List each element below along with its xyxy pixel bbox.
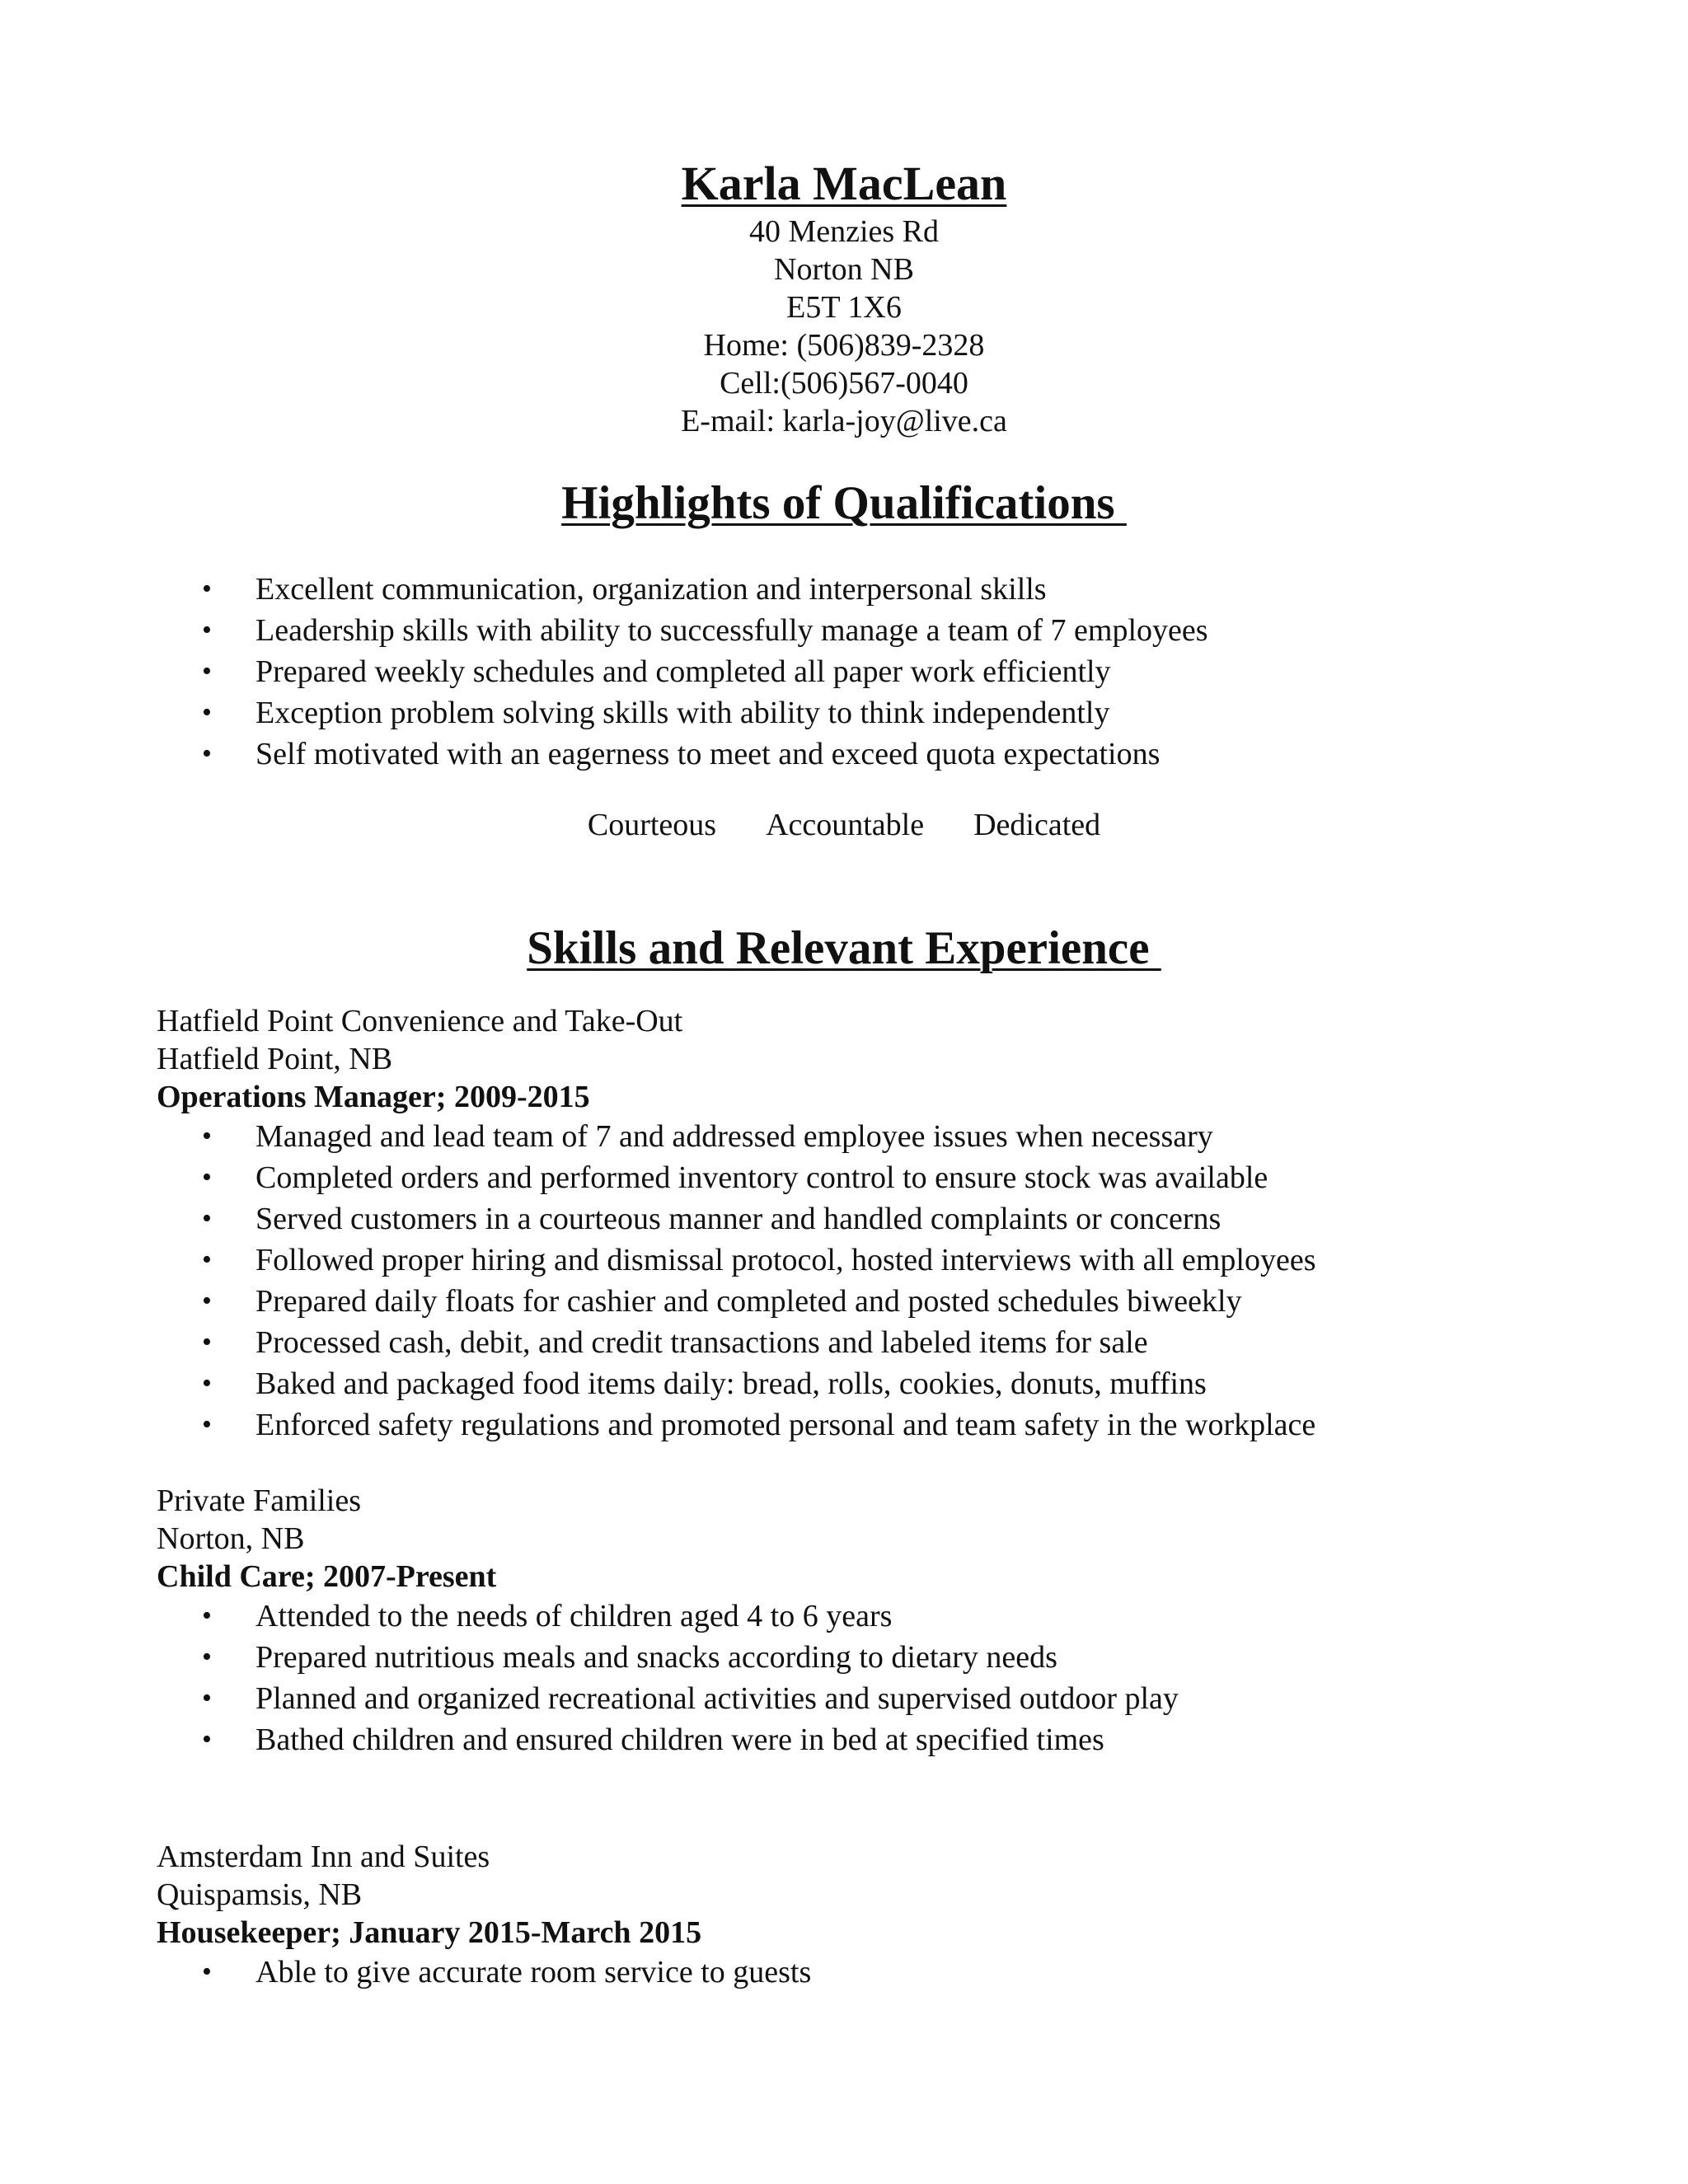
bullet-icon: • bbox=[202, 1409, 212, 1440]
list-item: • Exception problem solving skills with ability to think independently bbox=[202, 692, 1531, 733]
job-location: Norton, NB bbox=[157, 1521, 305, 1556]
employer: Amsterdam Inn and Suites bbox=[157, 1840, 490, 1874]
list-item: • Bathed children and ensured children were in bed at specified times bbox=[202, 1719, 1531, 1760]
home-phone: Home: (506)839-2328 bbox=[703, 328, 985, 363]
postal-code: E5T 1X6 bbox=[786, 290, 902, 325]
bullet-icon: • bbox=[202, 574, 212, 604]
bullet-icon: • bbox=[202, 1203, 212, 1234]
bullet-icon: • bbox=[202, 1683, 212, 1713]
highlights-list bbox=[157, 569, 1531, 775]
list-item: • Completed orders and performed inventory control to ensure stock was available bbox=[202, 1157, 1531, 1198]
list-item: • Served customers in a courteous manner and handled complaints or concerns bbox=[202, 1198, 1531, 1240]
highlights-title: Highlights of Qualifications bbox=[561, 477, 1127, 529]
duties-list bbox=[157, 1952, 1531, 1993]
trait: Dedicated bbox=[973, 808, 1101, 842]
employer: Private Families bbox=[157, 1483, 362, 1518]
job-entry bbox=[157, 1482, 1531, 1760]
job-entry bbox=[157, 1002, 1531, 1446]
bullet-icon: • bbox=[202, 1642, 212, 1672]
job-location: Quispamsis, NB bbox=[157, 1877, 363, 1912]
job-position: Operations Manager; 2009-2015 bbox=[157, 1080, 590, 1114]
bullet-icon: • bbox=[202, 1368, 212, 1399]
list-item: • Excellent communication, organization and interpersonal skills bbox=[202, 569, 1531, 610]
trait: Courteous bbox=[587, 808, 717, 842]
list-item: • Prepared weekly schedules and completed all paper work efficiently bbox=[202, 651, 1531, 692]
list-item: • Baked and packaged food items daily: bread, rolls, cookies, donuts, muffins bbox=[202, 1363, 1531, 1404]
bullet-icon: • bbox=[202, 1957, 212, 1987]
candidate-name: Karla MacLean bbox=[681, 157, 1007, 210]
job-position: Housekeeper; January 2015-March 2015 bbox=[157, 1915, 702, 1950]
traits-row bbox=[157, 806, 1531, 844]
bullet-icon: • bbox=[202, 738, 212, 769]
duties-list bbox=[157, 1116, 1531, 1446]
bullet-icon: • bbox=[202, 1601, 212, 1631]
list-item: • Self motivated with an eagerness to meet and exceed quota expectations bbox=[202, 733, 1531, 775]
list-item: • Able to give accurate room service to guests bbox=[202, 1952, 1531, 1993]
job-position: Child Care; 2007-Present bbox=[157, 1559, 497, 1594]
list-item: • Managed and lead team of 7 and addressed employee issues when necessary bbox=[202, 1116, 1531, 1157]
trait: Accountable bbox=[766, 808, 925, 842]
list-item: • Leadership skills with ability to successfully manage a team of 7 employees bbox=[202, 610, 1531, 651]
list-item: • Processed cash, debit, and credit transactions and labeled items for sale bbox=[202, 1322, 1531, 1363]
list-item: • Prepared daily floats for cashier and completed and posted schedules biweekly bbox=[202, 1281, 1531, 1322]
list-item: • Prepared nutritious meals and snacks according to dietary needs bbox=[202, 1637, 1531, 1678]
bullet-icon: • bbox=[202, 656, 212, 687]
experience-heading-wrap bbox=[157, 920, 1531, 977]
contact-header bbox=[157, 155, 1531, 440]
cell-phone: Cell:(506)567-0040 bbox=[720, 366, 968, 401]
list-item: • Attended to the needs of children aged 4 to 6 years bbox=[202, 1596, 1531, 1637]
bullet-icon: • bbox=[202, 1162, 212, 1193]
bullet-icon: • bbox=[202, 1724, 212, 1755]
list-item: • Followed proper hiring and dismissal protocol, hosted interviews with all employees bbox=[202, 1240, 1531, 1281]
list-item: • Enforced safety regulations and promoted personal and team safety in the workplace bbox=[202, 1404, 1531, 1446]
bullet-icon: • bbox=[202, 1327, 212, 1357]
bullet-icon: • bbox=[202, 697, 212, 728]
bullet-icon: • bbox=[202, 1121, 212, 1151]
employer: Hatfield Point Convenience and Take-Out bbox=[157, 1004, 683, 1038]
list-item: • Planned and organized recreational activities and supervised outdoor play bbox=[202, 1678, 1531, 1719]
email: E-mail: karla-joy@live.ca bbox=[681, 404, 1007, 438]
job-entry bbox=[157, 1838, 1531, 1993]
experience-title: Skills and Relevant Experience bbox=[527, 922, 1161, 974]
duties-list bbox=[157, 1596, 1531, 1760]
address-line-2: Norton NB bbox=[774, 252, 914, 287]
bullet-icon: • bbox=[202, 615, 212, 645]
bullet-icon: • bbox=[202, 1244, 212, 1275]
highlights-heading-wrap bbox=[157, 475, 1531, 532]
address-line-1: 40 Menzies Rd bbox=[748, 214, 940, 249]
bullet-icon: • bbox=[202, 1286, 212, 1316]
job-location: Hatfield Point, NB bbox=[157, 1042, 393, 1076]
